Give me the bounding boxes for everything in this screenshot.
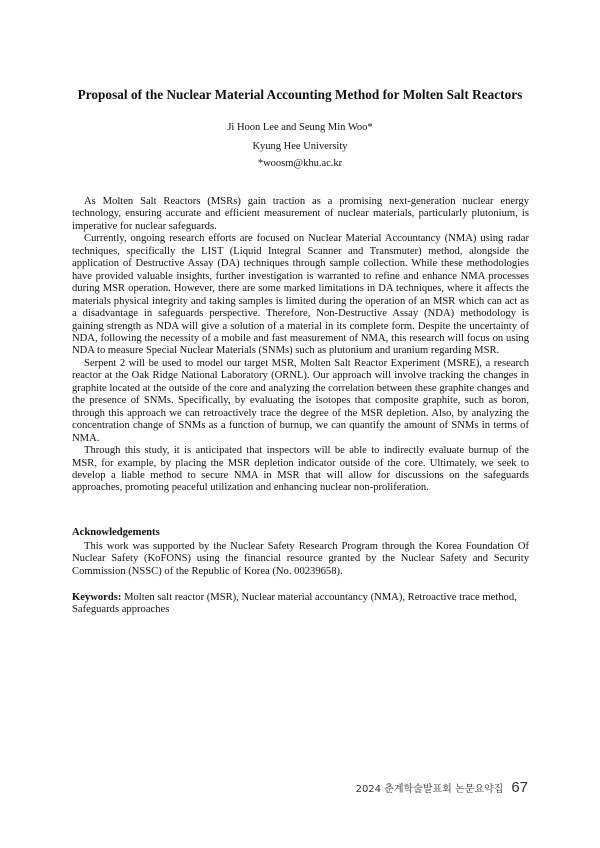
- paper-title: Proposal of the Nuclear Material Accounting Method for Molten Salt Reactors: [77, 87, 523, 102]
- acknowledgements-section: [72, 541, 529, 578]
- paper-affiliation: Kyung Hee University: [252, 141, 348, 152]
- keywords-text: Molten salt reactor (MSR), Nuclear material accountancy (NMA), Retroactive trace method, Safeguards approaches: [72, 592, 517, 616]
- body-paragraph: As Molten Salt Reactors (MSRs) gain traction as a promising next-generation nuclear energy technology, ensuring accurate and efficient measurement of nuclear materials, particularly plutonium, is imperative for nuclear safeguards.: [72, 196, 529, 232]
- acknowledgements-heading: Acknowledgements: [72, 527, 160, 538]
- page-number: 67: [511, 779, 528, 796]
- corresponding-email: *woosm@khu.ac.kr: [257, 158, 343, 169]
- page-footer: [356, 779, 528, 796]
- conference-name: 2024 춘계학술발표회 논문요약집: [355, 784, 504, 795]
- acknowledgements-text: This work was supported by the Nuclear Safety Research Program through the Korea Foundation Of Nuclear Safety (KoFONS) using the financial resource granted by the Nuclear Safety and Security Commission (NSSC) of the Republic of Korea (No. 00239658).: [72, 541, 529, 577]
- keywords-section: [72, 592, 529, 617]
- keywords-label: Keywords:: [72, 592, 122, 603]
- body-paragraph: Serpent 2 will be used to model our target MSR, Molten Salt Reactor Experiment (MSRE), a research reactor at the Oak Ridge National Laboratory (ORNL). Our approach will involve tracking the changes in graphite located at the outside of the core and analyzing the correlation between these graphite changes and the presence of SNMs. Specifically, by evaluating the isotopes that composite graphite, such as boron, through this approach we can retroactively trace the degree of the MSR depletion. Also, by analyzing the concentration change of SNMs as a function of burnup, we can quantify the amount of SNMs in terms of NMA.: [72, 357, 529, 444]
- paper-authors: Ji Hoon Lee and Seung Min Woo*: [227, 122, 373, 133]
- body-paragraph: Currently, ongoing research efforts are focused on Nuclear Material Accountancy (NMA) using radar techniques, specifically the LIST (Liquid Integral Scanner and Transmuter) method, alongside the application of Destructive Assay (DA) techniques through sample collection. While these methodologies have provided valuable insights, further investigation is warranted to refine and enhance NMA processes during MSR operation. However, there are some marked limitations in DA techniques, where it affects the materials physical integrity and taking samples is limited during the operation of an MSR which can act as a disadvantage in safeguards perspective. Therefore, Non-Destructive Assay (NDA) methodology is gaining strength as NDA will give a solution of a material in its complete form. Despite the uncertainty of NDA, following the necessity of a mobile and fast measurement of NMA, this research will focus on using NDA to measure Special Nuclear Materials (SNMs) such as plutonium and uranium regarding MSR.: [72, 233, 529, 357]
- body-paragraph: Through this study, it is anticipated that inspectors will be able to indirectly evaluate burnup of the MSR, for example, by placing the MSR depletion indicator outside of the core. Ultimately, we seek to develop a liable method to secure NMA in MSR that will allow for discussions on the safeguards approaches, promoting peaceful utilization and enhancing nuclear non-proliferation.: [72, 445, 529, 494]
- abstract-body: [72, 196, 529, 495]
